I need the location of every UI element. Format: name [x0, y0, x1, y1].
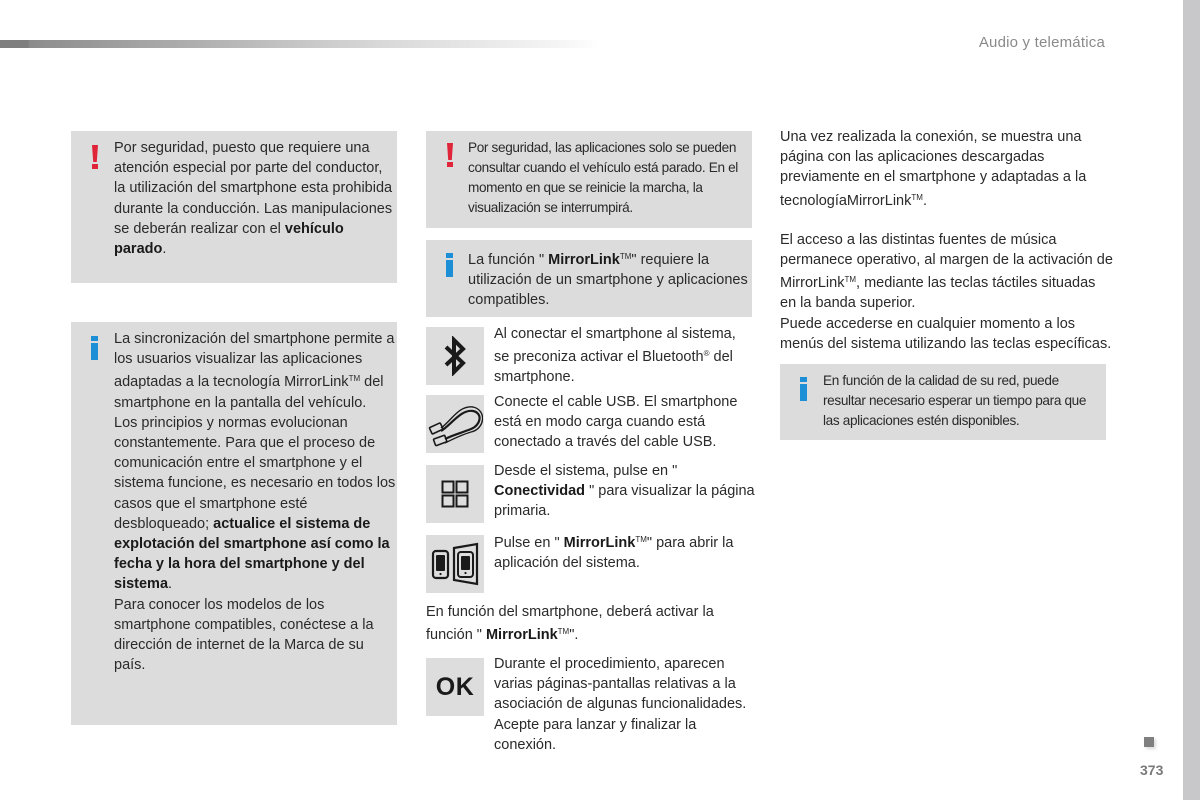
activate-mirrorlink-note: En función del smartphone, deberá activar la función " MirrorLink™". [426, 604, 714, 644]
step-bluetooth-text: Al conectar el smartphone al sistema, se preconiza activar el Bluetooth® del smartphone. [494, 326, 736, 386]
right-info-box [780, 364, 1106, 440]
middle-info-box [426, 240, 752, 317]
right-info-text: En función de la calidad de su red, puede resultar necesario esperar un tiempo para que las aplicaciones estén disponibles. [823, 373, 1087, 428]
info-icon [91, 336, 98, 360]
bluetooth-icon [442, 336, 468, 376]
left-warning-box [71, 131, 397, 283]
system-menus-paragraph: Puede accederse en cualquier momento a los menús del sistema utilizando las teclas específicas. [780, 315, 1112, 352]
header-gradient-bar [0, 40, 600, 48]
step-mirrorlink-text: Pulse en " MirrorLink™" para abrir la aplicación del sistema. [494, 535, 734, 572]
bluetooth-tile [426, 327, 484, 385]
ok-tile [426, 658, 484, 716]
page-number: 373 [1140, 762, 1164, 778]
chapter-side-band [1183, 0, 1200, 800]
left-info-text [114, 329, 396, 675]
info-icon [800, 377, 807, 401]
middle-warning-text: Por seguridad, las aplicaciones solo se pueden consultar cuando el vehículo está parado. En el momento en que se reinicie la marcha, la visualización se interrumpirá. [468, 140, 738, 215]
step-connectivity-text: Desde el sistema, pulse en " Conectividad " para visualizar la página primaria. [494, 463, 755, 520]
info-icon [446, 253, 453, 277]
page-marker-square [1144, 737, 1154, 747]
emphasis-vehicle-stopped: vehículo parado [114, 220, 344, 258]
step-ok-text: Durante el procedimiento, aparecen varias páginas-pantallas relativas a la asociación de algunas funcionalidades. Acepte para lanzar y finalizar la conexión. [494, 656, 747, 753]
ok-icon: OK [435, 672, 475, 701]
right-column-text [780, 127, 1115, 354]
step-usb-text: Conecte el cable USB. El smartphone está en modo carga cuando está conectado a través del cable USB. [494, 394, 738, 451]
connectivity-tile [426, 465, 484, 523]
mirrorlink-tile [426, 535, 484, 593]
warning-exclamation-icon [91, 145, 99, 169]
grid-connectivity-icon [441, 480, 469, 508]
info-paragraph-compatible-models: Para conocer los modelos de los smartphone compatibles, conéctese a la dirección de internet de la Marca de su país. [114, 596, 374, 674]
section-title: Audio y telemática [978, 34, 1105, 51]
left-warning-text: Por seguridad, puesto que requiere una atención especial por parte del conductor, la utilización del smartphone esta prohibida durante la conducción. Las manipulaciones se deberán realizar con el vehículo parado. [114, 140, 393, 258]
music-access-paragraph: El acceso a las distintas fuentes de música permanece operativo, al margen de la activación de MirrorLink™, mediante las teclas táctiles situadas en la banda superior. [780, 231, 1113, 312]
info-paragraph-requirements: Los principios y normas evolucionan constantemente. Para que el proceso de comunicación entre el smartphone y el sistema funcione, es necesario en todos los casos que el smartphone esté desbloqueado; actualice el sistema de explotación del smartphone así como la fecha y la hora del smartphone y del sistema. [114, 414, 396, 593]
connection-result-paragraph: Una vez realizada la conexión, se muestra una página con las aplicaciones descargadas previamente en el smartphone y adaptadas a la tecnologíaMirrorLink™. [780, 129, 1087, 209]
warning-exclamation-icon [446, 143, 454, 167]
info-paragraph-sync: La sincronización del smartphone permite a los usuarios visualizar las aplicaciones adaptadas a la tecnología MirrorLink™ del smartphone en la pantalla del vehículo. [114, 331, 395, 411]
usb-cable-icon [427, 401, 483, 447]
usb-cable-tile [426, 395, 484, 453]
middle-info-text: La función " MirrorLink™" requiere la utilización de un smartphone y aplicaciones compatibles. [468, 252, 748, 309]
mirrorlink-phones-icon [430, 542, 480, 586]
left-info-box [71, 322, 397, 725]
middle-warning-box [426, 131, 752, 228]
